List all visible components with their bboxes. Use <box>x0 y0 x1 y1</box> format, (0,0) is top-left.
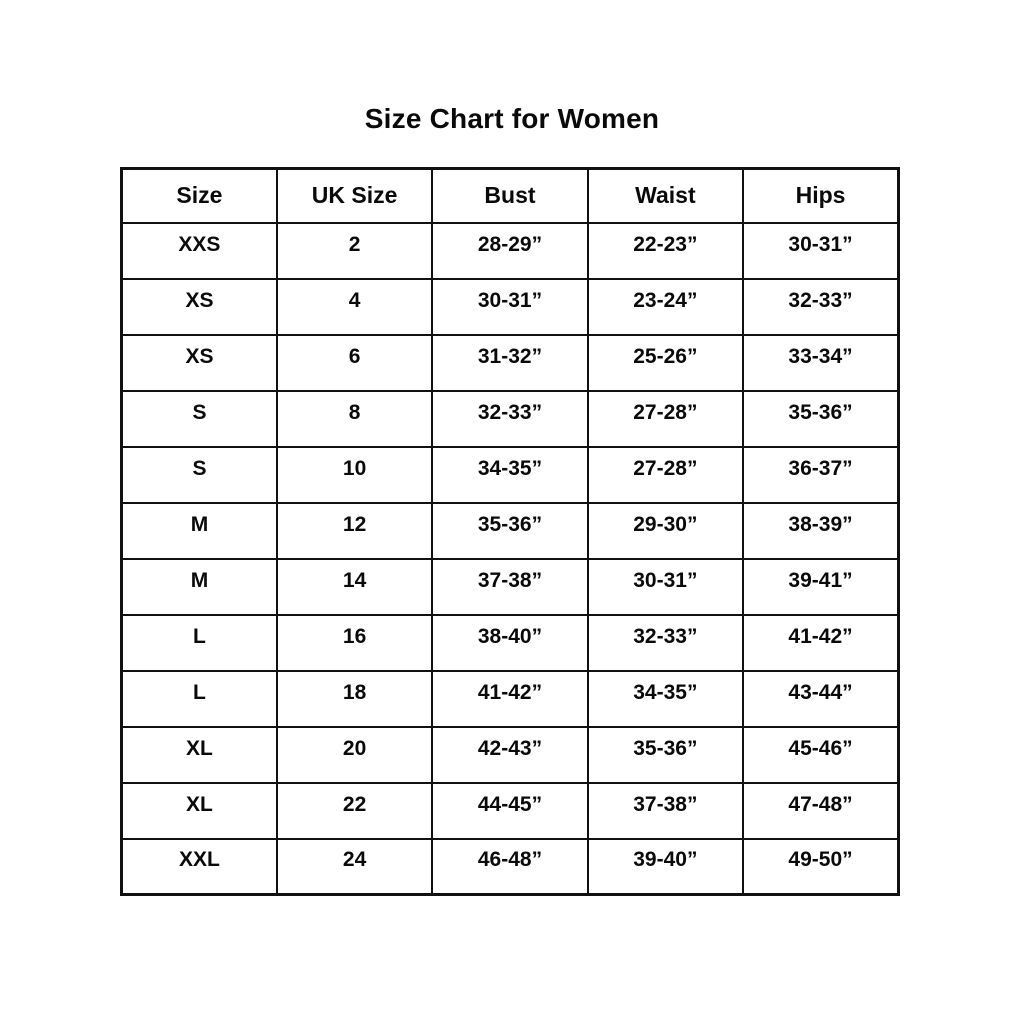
table-cell: XS <box>122 279 277 335</box>
table-cell: 16 <box>277 615 432 671</box>
table-cell: 30-31” <box>743 223 898 279</box>
table-row <box>122 223 899 279</box>
table-cell: 4 <box>277 279 432 335</box>
table-cell: L <box>122 615 277 671</box>
table-cell: 31-32” <box>432 335 587 391</box>
table-cell: 47-48” <box>743 783 898 839</box>
table-row <box>122 783 899 839</box>
table-cell: 23-24” <box>588 279 743 335</box>
table-cell: 42-43” <box>432 727 587 783</box>
table-cell: 30-31” <box>432 279 587 335</box>
table-cell: 20 <box>277 727 432 783</box>
table-row <box>122 615 899 671</box>
table-cell: 12 <box>277 503 432 559</box>
column-header: UK Size <box>277 169 432 223</box>
table-cell: L <box>122 671 277 727</box>
table-cell: 35-36” <box>743 391 898 447</box>
table-cell: 41-42” <box>432 671 587 727</box>
table-cell: 37-38” <box>588 783 743 839</box>
table-cell: 34-35” <box>432 447 587 503</box>
table-cell: 49-50” <box>743 839 898 895</box>
table-row <box>122 839 899 895</box>
table-cell: 45-46” <box>743 727 898 783</box>
table-cell: 32-33” <box>432 391 587 447</box>
table-cell: 38-40” <box>432 615 587 671</box>
column-header: Size <box>122 169 277 223</box>
table-cell: 22-23” <box>588 223 743 279</box>
table-cell: XL <box>122 783 277 839</box>
table-row <box>122 447 899 503</box>
table-cell: 2 <box>277 223 432 279</box>
table-cell: 39-41” <box>743 559 898 615</box>
table-cell: S <box>122 447 277 503</box>
table-cell: 24 <box>277 839 432 895</box>
table-cell: S <box>122 391 277 447</box>
table-row <box>122 391 899 447</box>
table-cell: XXS <box>122 223 277 279</box>
page-title: Size Chart for Women <box>364 103 660 134</box>
table-cell: 27-28” <box>588 391 743 447</box>
table-row <box>122 503 899 559</box>
table-cell: XL <box>122 727 277 783</box>
table-header <box>122 169 899 223</box>
table-cell: 18 <box>277 671 432 727</box>
table-cell: 29-30” <box>588 503 743 559</box>
table-cell: 34-35” <box>588 671 743 727</box>
table-cell: 35-36” <box>588 727 743 783</box>
table-cell: 39-40” <box>588 839 743 895</box>
table-cell: M <box>122 559 277 615</box>
table-row <box>122 671 899 727</box>
table-cell: 33-34” <box>743 335 898 391</box>
column-header: Waist <box>588 169 743 223</box>
table-cell: 35-36” <box>432 503 587 559</box>
table-cell: XXL <box>122 839 277 895</box>
table-cell: 27-28” <box>588 447 743 503</box>
table-row <box>122 559 899 615</box>
table-row <box>122 279 899 335</box>
table-cell: 8 <box>277 391 432 447</box>
table-cell: 32-33” <box>743 279 898 335</box>
column-header: Bust <box>432 169 587 223</box>
size-chart-table <box>120 167 900 896</box>
table-cell: M <box>122 503 277 559</box>
table-cell: 28-29” <box>432 223 587 279</box>
table-cell: 25-26” <box>588 335 743 391</box>
table-cell: 44-45” <box>432 783 587 839</box>
table-row <box>122 727 899 783</box>
column-header: Hips <box>743 169 898 223</box>
table-cell: 22 <box>277 783 432 839</box>
table-cell: 37-38” <box>432 559 587 615</box>
table-cell: 32-33” <box>588 615 743 671</box>
table-cell: 41-42” <box>743 615 898 671</box>
header-row <box>122 169 899 223</box>
table-cell: 38-39” <box>743 503 898 559</box>
table-cell: 43-44” <box>743 671 898 727</box>
table-cell: 36-37” <box>743 447 898 503</box>
table-body <box>122 223 899 895</box>
table-cell: 6 <box>277 335 432 391</box>
table-row <box>122 335 899 391</box>
table-cell: XS <box>122 335 277 391</box>
table-cell: 46-48” <box>432 839 587 895</box>
table-cell: 30-31” <box>588 559 743 615</box>
table-cell: 14 <box>277 559 432 615</box>
table-cell: 10 <box>277 447 432 503</box>
